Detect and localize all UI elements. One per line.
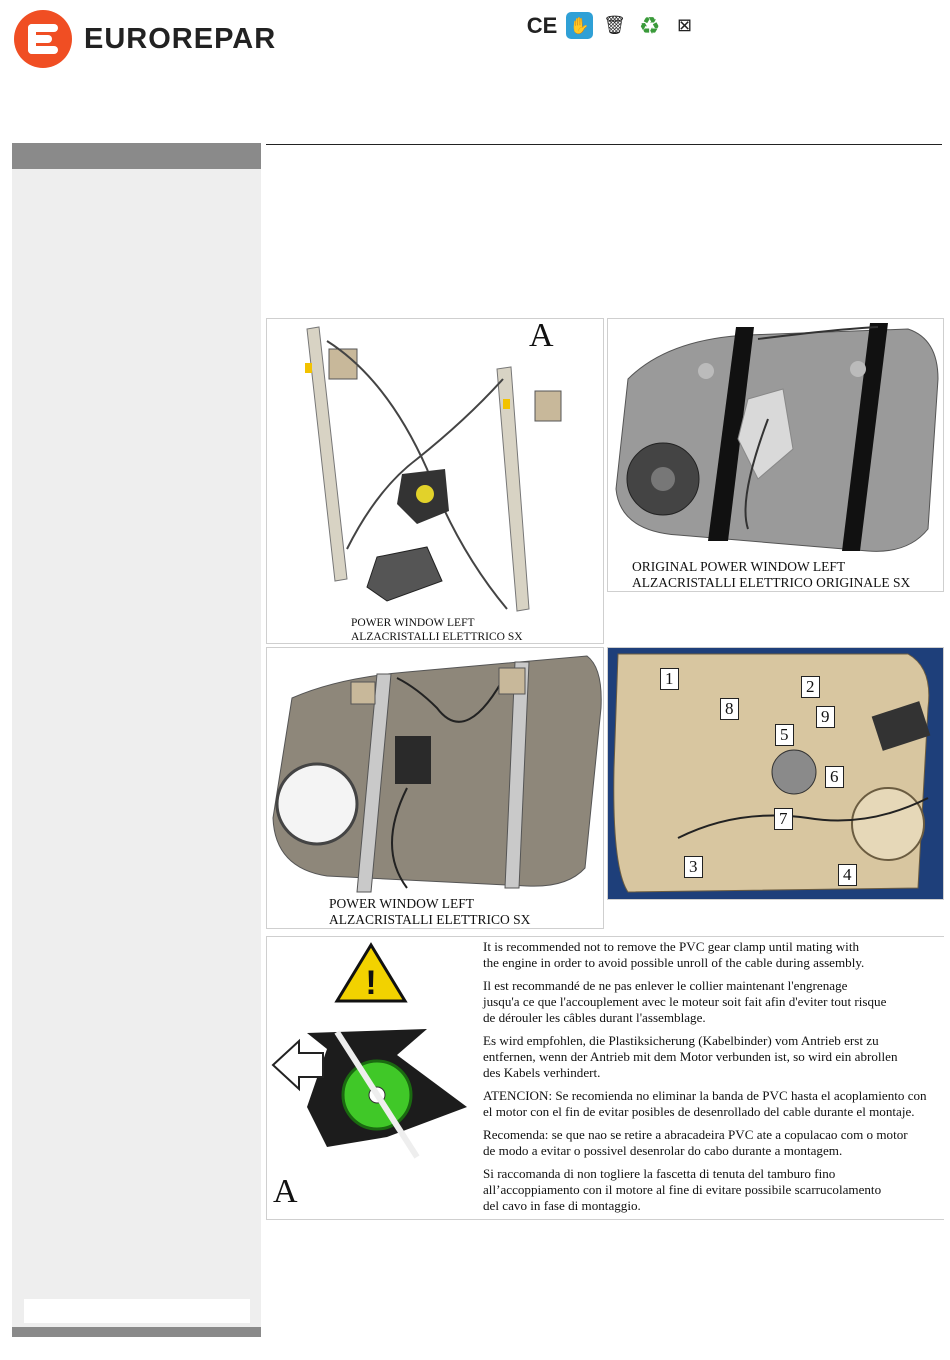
warning-en: It is recommended not to remove the PVC gear clamp until mating with the engine in order to avoid possible unroll of the cable during assembly.: [483, 939, 865, 971]
callout-7: 7: [774, 808, 793, 830]
caption-line: POWER WINDOW LEFT: [351, 617, 475, 629]
product-image-panel: [266, 318, 604, 644]
callout-9: 9: [816, 706, 835, 728]
gear-clamp-image: [267, 937, 477, 1219]
callout-1: 1: [660, 668, 679, 690]
warning-letter: A: [273, 1173, 298, 1210]
warning-it: Si raccomanda di non togliere la fascetta di tenuta del tamburo fino all’accoppiamento con il motore al fine di evitare possibile scarrucolamento del cavo in fase di montaggio.: [483, 1165, 882, 1214]
brand-name: EUROREPAR: [84, 22, 277, 55]
warning-pt: Recomenda: se que nao se retire a abracadeira PVC ate a copulacao com o motor de modo a evitar o possivel desenrolar do cabo durante a montagem.: [483, 1127, 908, 1159]
recycle-icon: ♻: [638, 11, 661, 40]
panel-letter: A: [529, 318, 554, 354]
door-callouts-panel: [607, 647, 944, 900]
mounted-regulator-panel: [266, 647, 604, 929]
warning-fr: Il est recommandé de ne pas enlever le collier maintenant l'engrenage jusqu'a ce que l'accouplement avec le moteur soit fait afin d'eviter tout risque de dérouler les câbles durant l'assemblage.: [483, 977, 887, 1026]
caption-line: ALZACRISTALLI ELETTRICO SX: [351, 631, 523, 644]
original-regulator-panel: [607, 318, 944, 592]
caption-line: POWER WINDOW LEFT: [329, 896, 474, 911]
brand-logo: [14, 10, 276, 68]
callout-6: 6: [825, 766, 844, 788]
callout-2: 2: [801, 676, 820, 698]
certification-icons: [526, 12, 698, 39]
callout-5: 5: [775, 724, 794, 746]
ce-mark-icon: CE: [526, 12, 558, 38]
warning-text: [483, 939, 945, 1221]
caption-line: ALZACRISTALLI ELETTRICO ORIGINALE SX: [632, 575, 911, 591]
caption-line: ORIGINAL POWER WINDOW LEFT: [632, 559, 846, 574]
mounted-regulator-drawing: [267, 648, 604, 929]
sidebar-header-band: [12, 143, 261, 169]
original-regulator-drawing: [608, 319, 944, 592]
panel-caption: [329, 896, 530, 929]
sidebar-footer-band: [12, 1327, 261, 1337]
waste-bin-icon: 🗑: [603, 15, 626, 36]
sidebar-blank-field: [24, 1299, 250, 1323]
left-sidebar: [12, 143, 261, 1337]
warning-de: Es wird empfohlen, die Plastiksicherung (Kabelbinder) vom Antrieb erst zu entfernen, wenn der Antrieb mit dem Motor verbunden ist, so wird ein abrollen des Kabels verhindert.: [483, 1033, 898, 1081]
svg-text:!: !: [365, 964, 377, 1002]
eurorepar-logo-icon: [14, 10, 72, 68]
callout-4: 4: [838, 864, 857, 886]
caption-line: ALZACRISTALLI ELETTRICO SX: [329, 912, 531, 928]
title-rule: [266, 144, 942, 145]
panel-caption: [351, 616, 523, 644]
no-bin-icon: ⊠: [676, 15, 693, 36]
callout-8: 8: [720, 698, 739, 720]
regulator-drawing: [267, 319, 604, 644]
panel-caption: [632, 559, 910, 592]
callout-3: 3: [684, 856, 703, 878]
gear-clamp-drawing: [267, 937, 477, 1219]
warning-es: ATENCION: Se recomienda no eliminar la banda de PVC hasta el acoplamiento con el motor con el fin de evitar posibles de desenrollado del cable durante el montaje.: [483, 1088, 927, 1120]
door-photo-drawing: [608, 648, 944, 900]
warning-box: [266, 936, 944, 1220]
hand-protection-icon: ✋: [566, 12, 593, 39]
